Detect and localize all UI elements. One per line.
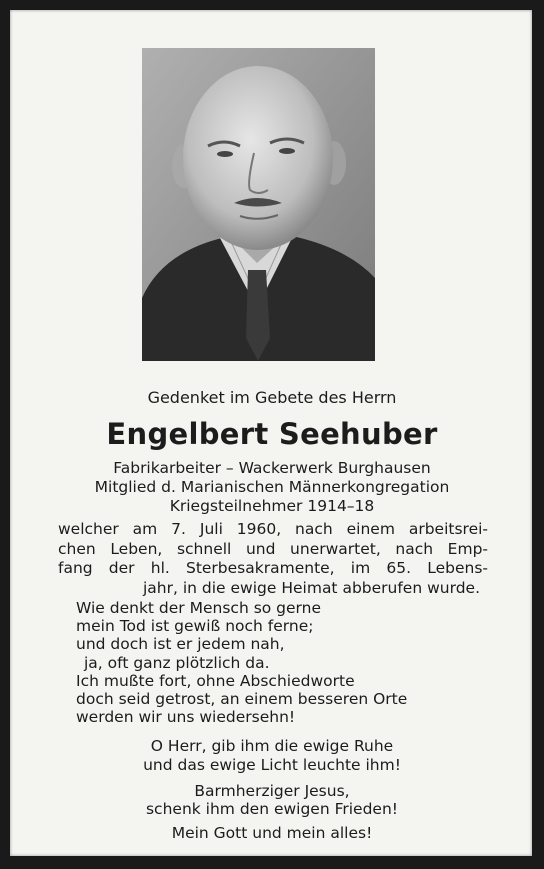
- poem-line: werden wir uns wiedersehn!: [76, 708, 296, 727]
- paragraph-line: jahr, in die ewige Heimat abberufen wurde.: [143, 578, 480, 597]
- portrait-image: [142, 48, 375, 361]
- paragraph-line: chen Leben, schnell und unerwartet, nach Emp-: [58, 539, 488, 558]
- poem-line: Wie denkt der Mensch so gerne: [76, 599, 322, 617]
- poem-line: Ich mußte fort, ohne Abschiedworte: [76, 671, 355, 690]
- poem-line: ja, oft ganz plötzlich da.: [84, 653, 270, 672]
- prayer-line: schenk ihm den ewigen Frieden!: [145, 800, 399, 818]
- role-line: Kriegsteilnehmer 1914–18: [169, 497, 375, 515]
- paragraph-line: fang der hl. Sterbesakramente, im 65. Lebens-: [58, 559, 488, 577]
- prayer-line: O Herr, gib ihm die ewige Ruhe: [150, 737, 394, 755]
- poem-line: mein Tod ist gewiß noch ferne;: [76, 617, 314, 636]
- prayer-line: und das ewige Licht leuchte ihm!: [143, 756, 401, 774]
- role-line: Mitglied d. Marianischen Männerkongregation: [94, 478, 450, 496]
- death-notice-paragraph: [58, 520, 488, 598]
- prayer-line: Barmherziger Jesus,: [194, 782, 350, 800]
- poem-line: doch seid getrost, an einem besseren Orte: [76, 690, 408, 709]
- paragraph-line: welcher am 7. Juli 1960, nach einem arbeitsrei-: [58, 520, 488, 538]
- role-line: Fabrikarbeiter – Wackerwerk Burghausen: [113, 459, 431, 477]
- poem-line: und doch ist er jedem nah,: [76, 635, 285, 654]
- portrait-photo: [142, 48, 375, 361]
- memorial-poem: [76, 599, 496, 726]
- prayer-line: Mein Gott und mein alles!: [171, 824, 373, 842]
- deceased-name: Engelbert Seehuber: [106, 417, 438, 451]
- intro-line: Gedenket im Gebete des Herrn: [147, 388, 397, 407]
